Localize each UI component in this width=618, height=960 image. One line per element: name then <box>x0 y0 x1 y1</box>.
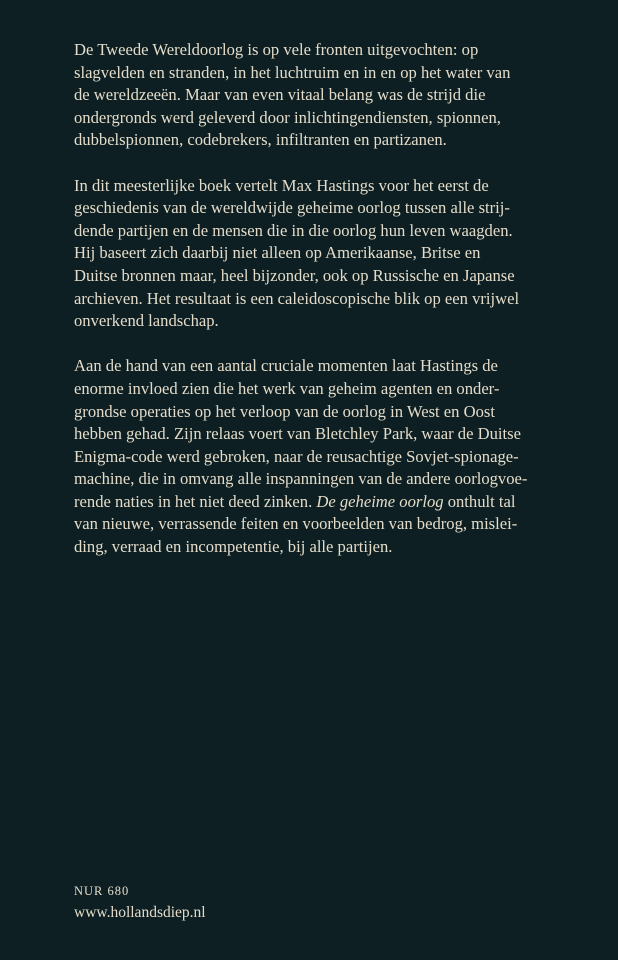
paragraph-book-description <box>74 175 584 333</box>
text-line: de wereldzeeën. Maar van even vitaal belang was de strijd die <box>74 85 486 105</box>
paragraph-spacer <box>74 333 584 356</box>
paragraph-highlights <box>74 355 584 558</box>
text-line-with-title <box>74 491 584 514</box>
text-line: van nieuwe, verrassende feiten en voorbeelden van bedrog, mislei- <box>74 514 518 534</box>
paragraph-intro <box>74 39 584 152</box>
text-line: grondse operaties op het verloop van de oorlog in West en Oost <box>74 401 495 421</box>
text-line: enorme invloed zien die het werk van geheim agenten en onder- <box>74 378 500 398</box>
text-line: geschiedenis van de wereldwijde geheime oorlog tussen alle strij- <box>74 198 510 218</box>
text-line: dubbelspionnen, codebrekers, infiltranten en partizanen. <box>74 130 447 150</box>
text-line: hebben gehad. Zijn relaas voert van Bletchley Park, waar de Duitse <box>74 424 521 444</box>
text-segment: onthult tal <box>443 491 516 511</box>
publisher-footer <box>74 880 206 924</box>
text-line: Enigma-code werd gebroken, naar de reusachtige Sovjet-spionage- <box>74 446 519 466</box>
publisher-website: www.hollandsdiep.nl <box>74 904 206 921</box>
text-line: machine, die in omvang alle inspanningen van de andere oorlogvoe- <box>74 469 528 489</box>
text-line: Duitse bronnen maar, heel bijzonder, ook op Russische en Japanse <box>74 265 515 285</box>
text-line: archieven. Het resultaat is een caleidoscopische blik op een vrijwel <box>74 288 520 308</box>
text-segment: rende naties in het niet deed zinken. <box>74 491 313 511</box>
book-title-italic: De geheime oorlog <box>316 491 444 511</box>
text-line: Hij baseert zich daarbij niet alleen op Amerikaanse, Britse en <box>74 243 481 263</box>
text-line: slagvelden en stranden, in het luchtruim en in en op het water van <box>74 62 511 82</box>
text-line: ondergronds werd geleverd door inlichtingendiensten, spionnen, <box>74 107 501 127</box>
paragraph-spacer <box>74 152 584 175</box>
text-line: ding, verraad en incompetentie, bij alle partijen. <box>74 537 393 557</box>
nur-code: NUR 680 <box>74 884 130 898</box>
text-line: In dit meesterlijke boek vertelt Max Hastings voor het eerst de <box>74 175 489 195</box>
text-line: onverkend landschap. <box>74 311 219 331</box>
text-line: dende partijen en de mensen die in die oorlog hun leven waagden. <box>74 220 513 240</box>
text-line: De Tweede Wereldoorlog is op vele fronten uitgevochten: op <box>74 40 479 59</box>
blurb-text <box>74 39 584 559</box>
text-line: Aan de hand van een aantal cruciale momenten laat Hastings de <box>74 356 498 376</box>
